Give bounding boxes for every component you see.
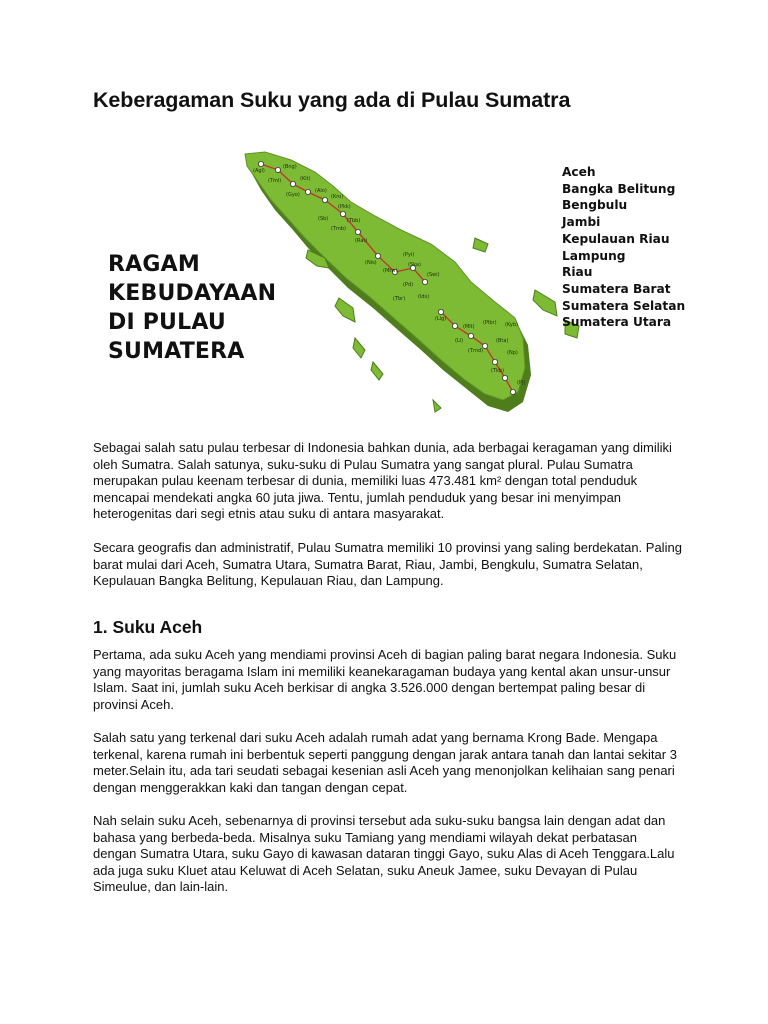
province-list: [562, 164, 685, 331]
intro-paragraph: Sebagai salah satu pulau terbesar di Indonesia bahkan dunia, ada berbagai keragaman yang dimiliki oleh Sumatra. Salah satunya, suku-suku di Pulau Sumatra yang sangat plural. Pulau Sumatra merupakan pulau keenam terbesar di dunia, memiliki luas 473.481 km² dengan total penduduk mencapai mendekati angka 60 juta jiwa. Tentu, jumlah penduduk yang besar ini menyimpan heterogenitas dari segi etnis atau suku di antara masyarakat.: [93, 440, 672, 522]
figure-heading-line: RAGAM: [108, 252, 200, 277]
island-bangka: [533, 290, 557, 316]
map-label: (Np): [507, 350, 518, 356]
map-label: (Alo): [315, 188, 327, 194]
island-nias: [335, 298, 355, 322]
sumatra-culture-figure: [103, 140, 686, 415]
province-item: Kepulauan Riau: [562, 231, 670, 246]
map-label: (Rat): [355, 238, 368, 244]
map-label: (Gyo): [286, 192, 300, 198]
province-item: Riau: [562, 265, 593, 280]
map-label: (Bta): [496, 338, 509, 344]
section-paragraph: Nah selain suku Aceh, sebenarnya di provinsi tersebut ada suku-suku bangsa lain dengan adat dan bahasa yang berbeda-beda. Misalnya suku Tamiang yang mendiami wilayah dekat perbatasan dengan Sumatra Utara, suku Gayo di kawasan dataran tinggi Gayo, suku Alas di Aceh Tenggara.Lalu ada juga suku Kluet atau Keluwat di Aceh Selatan, suku Aneuk Jamee, suku Devayan di Pulau Simeulue, dan lain-lain.: [93, 813, 675, 895]
map-label: (Tkb): [491, 368, 505, 374]
map-label: (Pkk): [338, 204, 351, 210]
map-label: (Lig): [435, 316, 447, 322]
map-label: (Pj): [517, 380, 526, 386]
map-label: (Swi): [427, 272, 440, 278]
province-item: Bangka Belitung: [562, 181, 676, 196]
island-mentawai: [353, 338, 365, 358]
province-item: Sumatera Utara: [562, 315, 672, 330]
section-paragraph: Salah satu yang terkenal dari suku Aceh adalah rumah adat yang bernama Krong Bade. Mengapa terkenal, karena rumah ini berbentuk seperti panggung dengan jarak antara tanah dan lantai sekitar 3 meter.Selain itu, ada tari seudati sebagai kesenian asli Aceh yang menonjolkan kelihaian sang penari dengan menggerakkan kaki dan tangan dengan cepat.: [93, 730, 677, 795]
section-paragraph: Pertama, ada suku Aceh yang mendiami provinsi Aceh di bagian paling barat negara Indonesia. Suku yang mayoritas beragama Islam ini memiliki keanekaragaman budaya yang kental akan unsur-unsur Islam. Saat ini, jumlah suku Aceh berkisar di angka 3.526.000 dengan bertempat paling besar di provinsi Aceh.: [93, 647, 677, 712]
figure-heading-line: KEBUDAYAAN: [108, 281, 277, 306]
map-label: (Agl): [253, 168, 265, 174]
province-item: Aceh: [562, 165, 596, 179]
map-label: (Tbr): [393, 296, 406, 302]
map-label: (Sb): [318, 216, 329, 222]
province-item: Sumatera Selatan: [562, 298, 686, 313]
map-label: (Tbb): [347, 218, 361, 224]
map-label: (Ids): [418, 294, 430, 300]
province-item: Sumatera Barat: [562, 281, 671, 296]
map-label: (Ska): [408, 262, 421, 268]
figure-heading-line: SUMATERA: [108, 339, 245, 364]
section-heading: 1. Suku Aceh: [93, 617, 203, 637]
island-top: [245, 152, 525, 400]
province-item: Lampung: [562, 248, 626, 263]
map-label: (Plbr): [483, 320, 497, 326]
figure-heading: [108, 250, 276, 366]
map-label: (Pyi): [403, 252, 415, 258]
figure-heading-line: DI PULAU: [108, 310, 226, 335]
map-label: (Kyb): [505, 322, 518, 328]
geography-paragraph: Secara geografis dan administratif, Pulau Sumatra memiliki 10 provinsi yang saling berdekatan. Paling barat mulai dari Aceh, Sumatra Utara, Sumatra Barat, Riau, Jambi, Bengkulu, Sumatra Selatan, Kepulauan Bangka Belitung, Kepulauan Riau, dan Lampung.: [93, 540, 682, 589]
map-label: (Mtw): [383, 268, 398, 274]
province-item: Bengbulu: [562, 198, 628, 213]
map-label: (Pd): [403, 282, 414, 288]
island-siberut: [371, 362, 383, 380]
page-title: Keberagaman Suku yang ada di Pulau Sumatra: [93, 88, 571, 112]
island-riau: [473, 238, 488, 252]
map-label: (Kit): [300, 176, 311, 182]
map-label: (Tmd): [468, 348, 483, 354]
map-label: (Mlt): [463, 324, 475, 330]
map-label: (Ll): [455, 338, 464, 344]
map-label: (Kro): [331, 194, 344, 200]
island-enggano: [433, 400, 441, 412]
map-label: (Bng): [283, 164, 297, 170]
map-label: (Tmb): [331, 226, 346, 232]
map-label: (Nis): [365, 260, 377, 266]
province-item: Jambi: [562, 215, 601, 230]
map-label: (Tmi): [268, 178, 282, 184]
